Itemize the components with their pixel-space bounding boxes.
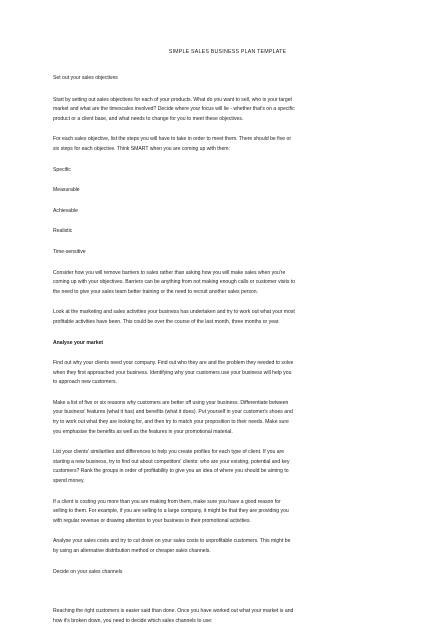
paragraph-steps xyxy=(53,135,400,154)
smart-item-specific: Specific xyxy=(53,166,71,173)
paragraph-reasons xyxy=(53,399,400,437)
paragraph-reaching xyxy=(53,607,400,626)
text-line: Look at the marketing and sales activities your business has undertaken and try to work out what your most xyxy=(53,309,295,316)
text-line: starting a new business, try to find out about competitors' clients: who are your existing, potential and key xyxy=(53,458,290,465)
paragraph-barriers xyxy=(53,269,400,298)
text-line: six steps for each objective. Think SMART when you are coming up with them: xyxy=(53,145,230,152)
paragraph-find-out xyxy=(53,359,400,388)
document-title: SIMPLE SALES BUSINESS PLAN TEMPLATE xyxy=(168,49,287,55)
smart-item-measurable: Measurable xyxy=(53,187,80,194)
smart-item-achievable: Achievable xyxy=(53,207,78,214)
text-line: List your clients' similarities and differences to help you create profiles for each type of client. If you are xyxy=(53,449,285,456)
text-line: spend money. xyxy=(53,478,85,485)
text-line: profitable activities have been. This could be over the course of the last month, three months or year. xyxy=(53,318,280,325)
heading-sales-channels: Decide on your sales channels xyxy=(53,568,123,575)
text-line: product or a client base, and what needs to change for you to meet these objectives. xyxy=(53,115,244,122)
text-line: Find out why your clients need your company. Find out who they are and the problem they needed to solve xyxy=(53,360,294,367)
smart-item-realistic: Realistic xyxy=(53,228,73,235)
text-line: try to work out what they are looking for, and then try to match your proposition to their needs. Make sure xyxy=(53,419,289,426)
text-line: when they first approached your business. Identifying why your customers use your business will help you xyxy=(53,369,292,376)
paragraph-profiles xyxy=(53,448,400,486)
text-line: Analyse your sales costs and try to cut down on your sales costs to unprofitable customers. This might be xyxy=(53,538,291,545)
text-line: market and what are the timescales involved? Decide where your focus will lie - whether that's on a specific xyxy=(53,106,295,113)
text-line: your business' features (what it has) and benefits (what it does). Put yourself in your customer's shoes and xyxy=(53,409,293,416)
paragraph-marketing xyxy=(53,308,400,327)
text-line: Consider how you will remove barriers to sales rather than asking how you will make sales when you're xyxy=(53,269,286,276)
text-line: For each sales objective, list the steps you will have to take in order to meet them. There should be five or xyxy=(53,136,292,143)
text-line: to approach new customers. xyxy=(53,379,117,386)
paragraph-costing xyxy=(53,498,400,527)
heading-set-objectives: Set out your sales objectives xyxy=(53,75,118,81)
heading-analyse-market: Analyse your market xyxy=(53,339,104,346)
text-line: you emphasise the benefits as well as the features in your promotional material. xyxy=(53,428,233,435)
text-line: by using an alternative distribution method or cheaper sales channels. xyxy=(53,548,211,554)
text-line: how it's broken down, you need to decide which sales channels to use: xyxy=(53,617,213,624)
text-line: Make a list of five or six reasons why customers are better off using your business. Differentiate between xyxy=(53,399,289,406)
text-line: Start by setting out sales objectives for each of your products. What do you want to sell, who is your target xyxy=(53,96,292,103)
text-line: the need to give your sales team better training or the need to recruit another sales person. xyxy=(53,288,259,295)
text-line: with regular revenue or drawing attention to your business in their promotional activities. xyxy=(53,517,251,524)
text-line: customers? Rank the groups in order of profitability to give you an idea of where you should be aiming to xyxy=(53,468,289,475)
paragraph-intro xyxy=(53,96,400,125)
section-set-objectives xyxy=(53,74,400,84)
text-line: If a client is costing you more than you are making from them, make sure you have a good reason for xyxy=(53,498,281,505)
text-line: selling to them. For example, if you are selling to a large company, it might be that they are providing you xyxy=(53,508,289,515)
paragraph-sales-costs xyxy=(53,537,400,556)
text-line: Reaching the right customers is easier said than done. Once you have worked out what your market is and xyxy=(53,608,294,615)
text-line: coming up with your objectives. Barriers can be anything from not making enough calls or customer visits to xyxy=(53,279,296,286)
smart-item-time-sensitive: Time-sensitive xyxy=(53,248,86,255)
